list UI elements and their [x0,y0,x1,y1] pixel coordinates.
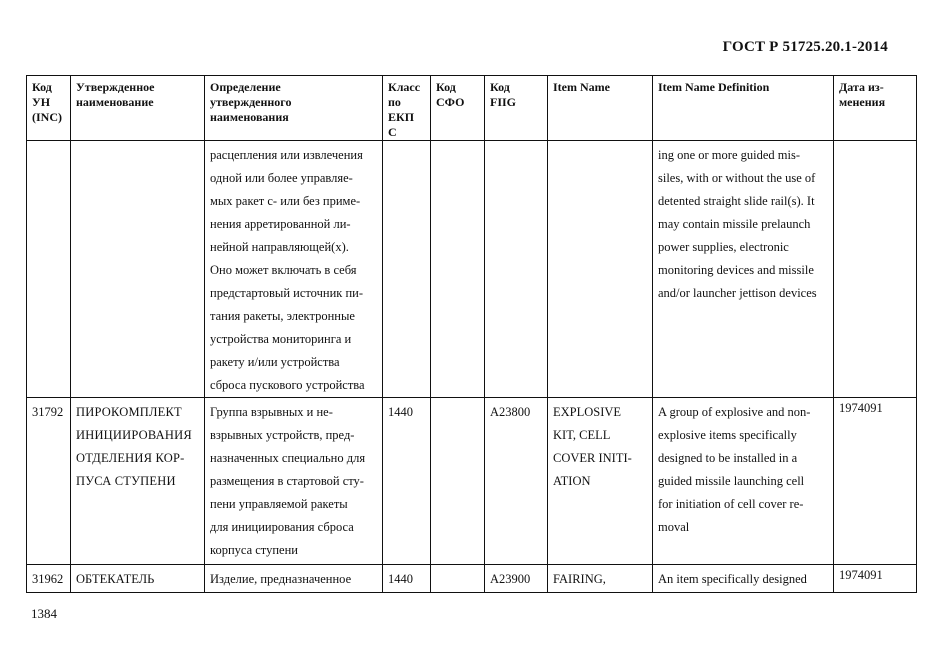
cell-inc [27,141,71,398]
cell-inc: 31792 [27,398,71,565]
column-header-sfo: Код СФО [431,76,485,141]
column-header-inc: Код УН (INC) [27,76,71,141]
table-header-row [27,76,917,141]
table-row [27,398,917,565]
document-code: ГОСТ Р 51725.20.1-2014 [722,39,888,55]
cell-sfo [431,141,485,398]
column-header-item-name: Item Name [548,76,653,141]
cell-fiig: A23800 [485,398,548,565]
cell-item-name [548,141,653,398]
cell-fiig: A23900 [485,565,548,593]
cell-class: 1440 [383,398,431,565]
page-number: 1384 [31,606,57,621]
cell-definition-ru: Группа взрывных и не- взрывных устройств, пред- назначенных специально для размещения в стартовой сту- пени управляемой ракеты для инициирования сброса корпуса ступени [205,398,383,565]
table-row [27,565,917,593]
cell-date [834,141,917,398]
table-row [27,141,917,398]
cell-item-definition: An item specifically designed [653,565,834,593]
column-header-fiig: Код FIIG [485,76,548,141]
column-header-item-name-definition: Item Name Definition [653,76,834,141]
cell-sfo [431,398,485,565]
cell-item-name: FAIRING, [548,565,653,593]
cell-fiig [485,141,548,398]
cell-name-ru: ОБТЕКАТЕЛЬ [71,565,205,593]
cell-name-ru: ПИРОКОМПЛЕКТ ИНИЦИИРОВАНИЯ ОТДЕЛЕНИЯ КОР- ПУСА СТУПЕНИ [71,398,205,565]
cell-class: 1440 [383,565,431,593]
cell-sfo [431,565,485,593]
column-header-definition: Определение утвержденного наименования [205,76,383,141]
cell-date: 1974091 [834,398,917,565]
cell-definition-ru: Изделие, предназначенное [205,565,383,593]
cell-date: 1974091 [834,565,917,593]
nomenclature-table [26,75,917,593]
cell-definition-ru: расцепления или извлечения одной или более управляе- мых ракет с- или без приме- нения арретированной ли- нейной направляющей(х). Оно может включать в себя предстартовый источник пи- тания ракеты, электронные устройства мониторинга и ракету и/или устройства сброса пускового устройства [205,141,383,398]
column-header-approved-name: Утвержденное наименование [71,76,205,141]
cell-inc: 31962 [27,565,71,593]
column-header-class: Класс по ЕКП С [383,76,431,141]
cell-item-definition: A group of explosive and non- explosive items specifically designed to be installed in a guided missile launching cell for initiation of cell cover re- moval [653,398,834,565]
column-header-change-date: Дата из- менения [834,76,917,141]
cell-item-name: EXPLOSIVE KIT, CELL COVER INITI- ATION [548,398,653,565]
cell-name-ru [71,141,205,398]
cell-class [383,141,431,398]
cell-item-definition: ing one or more guided mis- siles, with or without the use of detented straight slide rail(s). It may contain missile prelaunch power supplies, electronic monitoring devices and missile and/or launcher jettison devices [653,141,834,398]
